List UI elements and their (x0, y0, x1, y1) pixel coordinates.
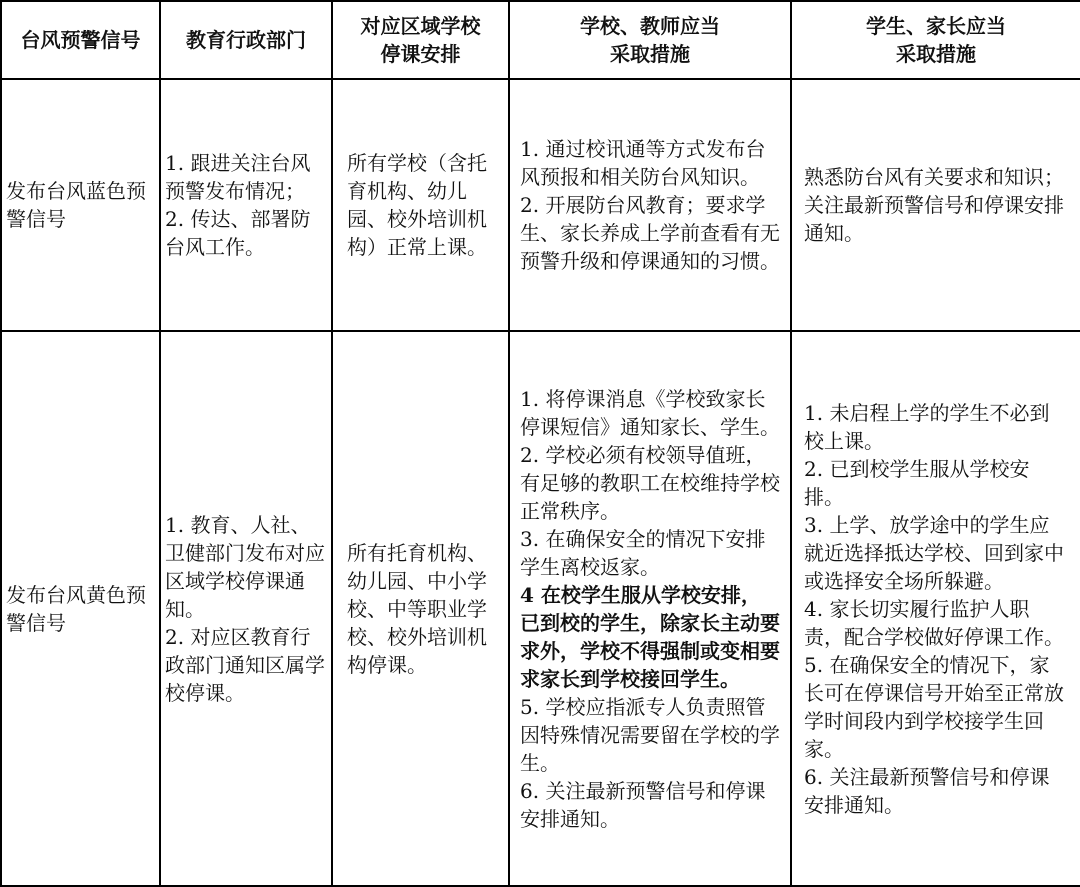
header-education-dept (160, 1, 332, 79)
school-arrangement-cell (332, 79, 509, 331)
measure-item: 2. 学校必须有校领导值班，有足够的教职工在校维持学校正常秩序。 (520, 442, 780, 523)
measure-item: 3. 在确保安全的情况下安排学生离校返家。 (520, 526, 766, 579)
table-row-blue (1, 79, 1080, 331)
measure-item: 5. 在确保安全的情况下，家长可在停课信号开始至正常放学时间段内到学校接学生回家。 (804, 652, 1064, 761)
header-signal-label: 台风预警信号 (20, 28, 141, 52)
table-row-yellow (1, 331, 1080, 886)
measure-item: 6. 关注最新预警信号和停课安排通知。 (520, 778, 766, 831)
signal-text: 发布台风蓝色预警信号 (6, 179, 146, 231)
education-dept-item: 2. 传达、部署防台风工作。 (165, 207, 311, 259)
education-dept-item: 1. 教育、人社、卫健部门发布对应区域学校停课通知。 (165, 512, 325, 621)
education-dept-cell (160, 79, 332, 331)
header-student-parent-measures (791, 1, 1080, 79)
education-dept-item: 1. 跟进关注台风预警发布情况； (165, 151, 311, 203)
measure-item: 5. 学校应指派专人负责照管因特殊情况需要留在学校的学生。 (520, 694, 780, 775)
header-school-teacher-measures-label: 学校、教师应当 采取措施 (580, 14, 720, 66)
school-arrangement-text: 所有学校（含托育机构、幼儿园、校外培训机构）正常上课。 (347, 151, 487, 259)
education-dept-item: 2. 对应区教育行政部门通知区属学校停课。 (165, 624, 325, 705)
measure-item: 1. 通过校讯通等方式发布台风预报和相关防台风知识。 (520, 137, 766, 189)
school-teacher-measures-cell (509, 79, 791, 331)
measure-item: 6. 关注最新预警信号和停课安排通知。 (804, 764, 1050, 817)
header-education-dept-label: 教育行政部门 (186, 28, 306, 52)
student-parent-measures-cell (791, 79, 1080, 331)
measure-item-emphasis: 4 在校学生服从学校安排，已到校的学生，除家长主动要求外，学校不得强制或变相要求家长到学校接回学生。 (520, 582, 780, 691)
header-school-arrangement-label: 对应区域学校 停课安排 (360, 14, 481, 66)
education-dept-cell (160, 331, 332, 886)
signal-cell (1, 331, 160, 886)
student-parent-measures-cell (791, 331, 1080, 886)
signal-text: 发布台风黄色预警信号 (6, 582, 146, 635)
measure-item: 熟悉防台风有关要求和知识；关注最新预警信号和停课安排通知。 (804, 165, 1064, 245)
header-school-arrangement (332, 1, 509, 79)
school-teacher-measures-cell (509, 331, 791, 886)
school-arrangement-cell (332, 331, 509, 886)
header-signal (1, 1, 160, 79)
measure-item: 2. 开展防台风教育；要求学生、家长养成上学前查看有无预警升级和停课通知的习惯。 (520, 193, 780, 273)
school-arrangement-text: 所有托育机构、幼儿园、中小学校、中等职业学校、校外培训机构停课。 (347, 540, 487, 677)
header-school-teacher-measures (509, 1, 791, 79)
measure-item: 1. 将停课消息《学校致家长停课短信》通知家长、学生。 (520, 386, 780, 439)
header-student-parent-measures-label: 学生、家长应当 采取措施 (866, 14, 1006, 66)
measure-item: 3. 上学、放学途中的学生应就近选择抵达学校、回到家中或选择安全场所躲避。 (804, 512, 1064, 593)
measure-item: 1. 未启程上学的学生不必到校上课。 (804, 400, 1050, 453)
measure-item: 2. 已到校学生服从学校安排。 (804, 456, 1030, 509)
signal-cell (1, 79, 160, 331)
measure-item: 4. 家长切实履行监护人职责，配合学校做好停课工作。 (804, 596, 1064, 649)
table-header-row (1, 1, 1080, 79)
